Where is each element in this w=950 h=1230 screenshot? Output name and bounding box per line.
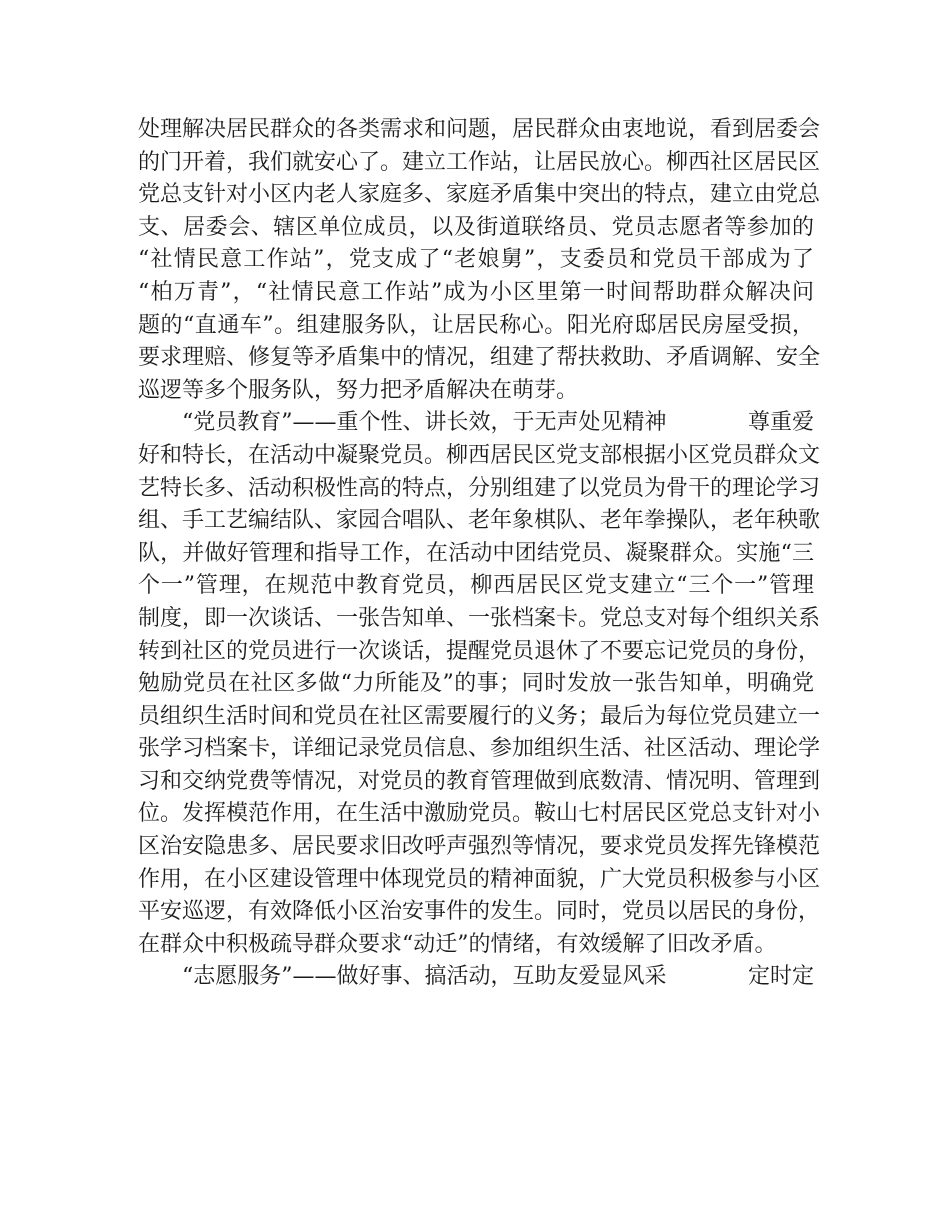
text-line: 党总支针对小区内老人家庭多、家庭矛盾集中突出的特点，建立由党总 bbox=[138, 182, 821, 208]
text-line: 张学习档案卡，详细记录党员信息、参加组织生活、社区活动、理论学 bbox=[138, 736, 821, 762]
section-heading-continuation: 定时定 bbox=[747, 964, 814, 990]
text-line: 习和交纳党费等情况，对党员的教育管理做到底数清、情况明、管理到 bbox=[138, 768, 821, 794]
text-line: 艺特长多、活动积极性高的特点，分别组建了以党员为骨干的理论学习 bbox=[138, 475, 821, 501]
text-line: 处理解决居民群众的各类需求和问题，居民群众由衷地说，看到居委会 bbox=[138, 117, 821, 142]
text-line: 作用，在小区建设管理中体现党员的精神面貌，广大党员积极参与小区 bbox=[138, 866, 821, 892]
paragraph-community-stations bbox=[138, 114, 821, 407]
document-body bbox=[138, 114, 821, 994]
text-line: 制度，即一次谈话、一张告知单、一张档案卡。党总支对每个组织关系 bbox=[138, 605, 821, 631]
text-line: 区治安隐患多、居民要求旧改呼声强烈等情况，要求党员发挥先锋模范 bbox=[138, 834, 821, 860]
section-heading-party-education bbox=[138, 407, 814, 440]
paragraph-volunteer-service bbox=[138, 961, 814, 994]
text-line: 要求理赔、修复等矛盾集中的情况，组建了帮扶救助、矛盾调解、安全 bbox=[138, 345, 821, 371]
section-heading-volunteer-service bbox=[138, 961, 814, 994]
paragraph-party-education bbox=[138, 407, 821, 961]
text-line: 的门开着，我们就安心了。建立工作站，让居民放心。柳西社区居民区 bbox=[138, 149, 821, 175]
text-line: 好和特长，在活动中凝聚党员。柳西居民区党支部根据小区党员群众文 bbox=[138, 442, 821, 468]
text-line: 个一”管理，在规范中教育党员，柳西居民区党支建立“三个一”管理 bbox=[138, 573, 814, 599]
text-line: 在群众中积极疏导群众要求“动迁”的情绪，有效缓解了旧改矛盾。 bbox=[138, 931, 777, 957]
text-line: 题的“直通车”。组建服务队，让居民称心。阳光府邸居民房屋受损， bbox=[138, 312, 814, 338]
section-heading-text: “党员教育”——重个性、讲长效，于无声处见精神 bbox=[182, 410, 667, 436]
text-line: 巡逻等多个服务队，努力把矛盾解决在萌芽。 bbox=[138, 377, 579, 403]
text-line: “社情民意工作站”，党支成了“老娘舅”，支委员和党员干部成为了 bbox=[138, 247, 814, 273]
section-heading-continuation: 尊重爱 bbox=[747, 410, 814, 436]
text-line: 平安巡逻，有效降低小区治安事件的发生。同时，党员以居民的身份， bbox=[138, 899, 821, 925]
text-line: “柏万青”，“社情民意工作站”成为小区里第一时间帮助群众解决问 bbox=[138, 279, 814, 305]
text-line: 支、居委会、辖区单位成员，以及街道联络员、党员志愿者等参加的 bbox=[138, 214, 814, 240]
text-line: 勉励党员在社区多做“力所能及”的事；同时发放一张告知单，明确党 bbox=[138, 671, 814, 697]
section-heading-text: “志愿服务”——做好事、搞活动，互助友爱显风采 bbox=[182, 964, 667, 990]
text-line: 队，并做好管理和指导工作，在活动中团结党员、凝聚群众。实施“三 bbox=[138, 540, 814, 566]
text-line: 员组织生活时间和党员在社区需要履行的义务；最后为每位党员建立一 bbox=[138, 703, 821, 729]
text-line: 位。发挥模范作用，在生活中激励党员。鞍山七村居民区党总支针对小 bbox=[138, 801, 821, 827]
text-line: 组、手工艺编结队、家园合唱队、老年象棋队、老年拳操队，老年秧歌 bbox=[138, 508, 821, 534]
text-line: 转到社区的党员进行一次谈话，提醒党员退休了不要忘记党员的身份， bbox=[138, 638, 821, 664]
